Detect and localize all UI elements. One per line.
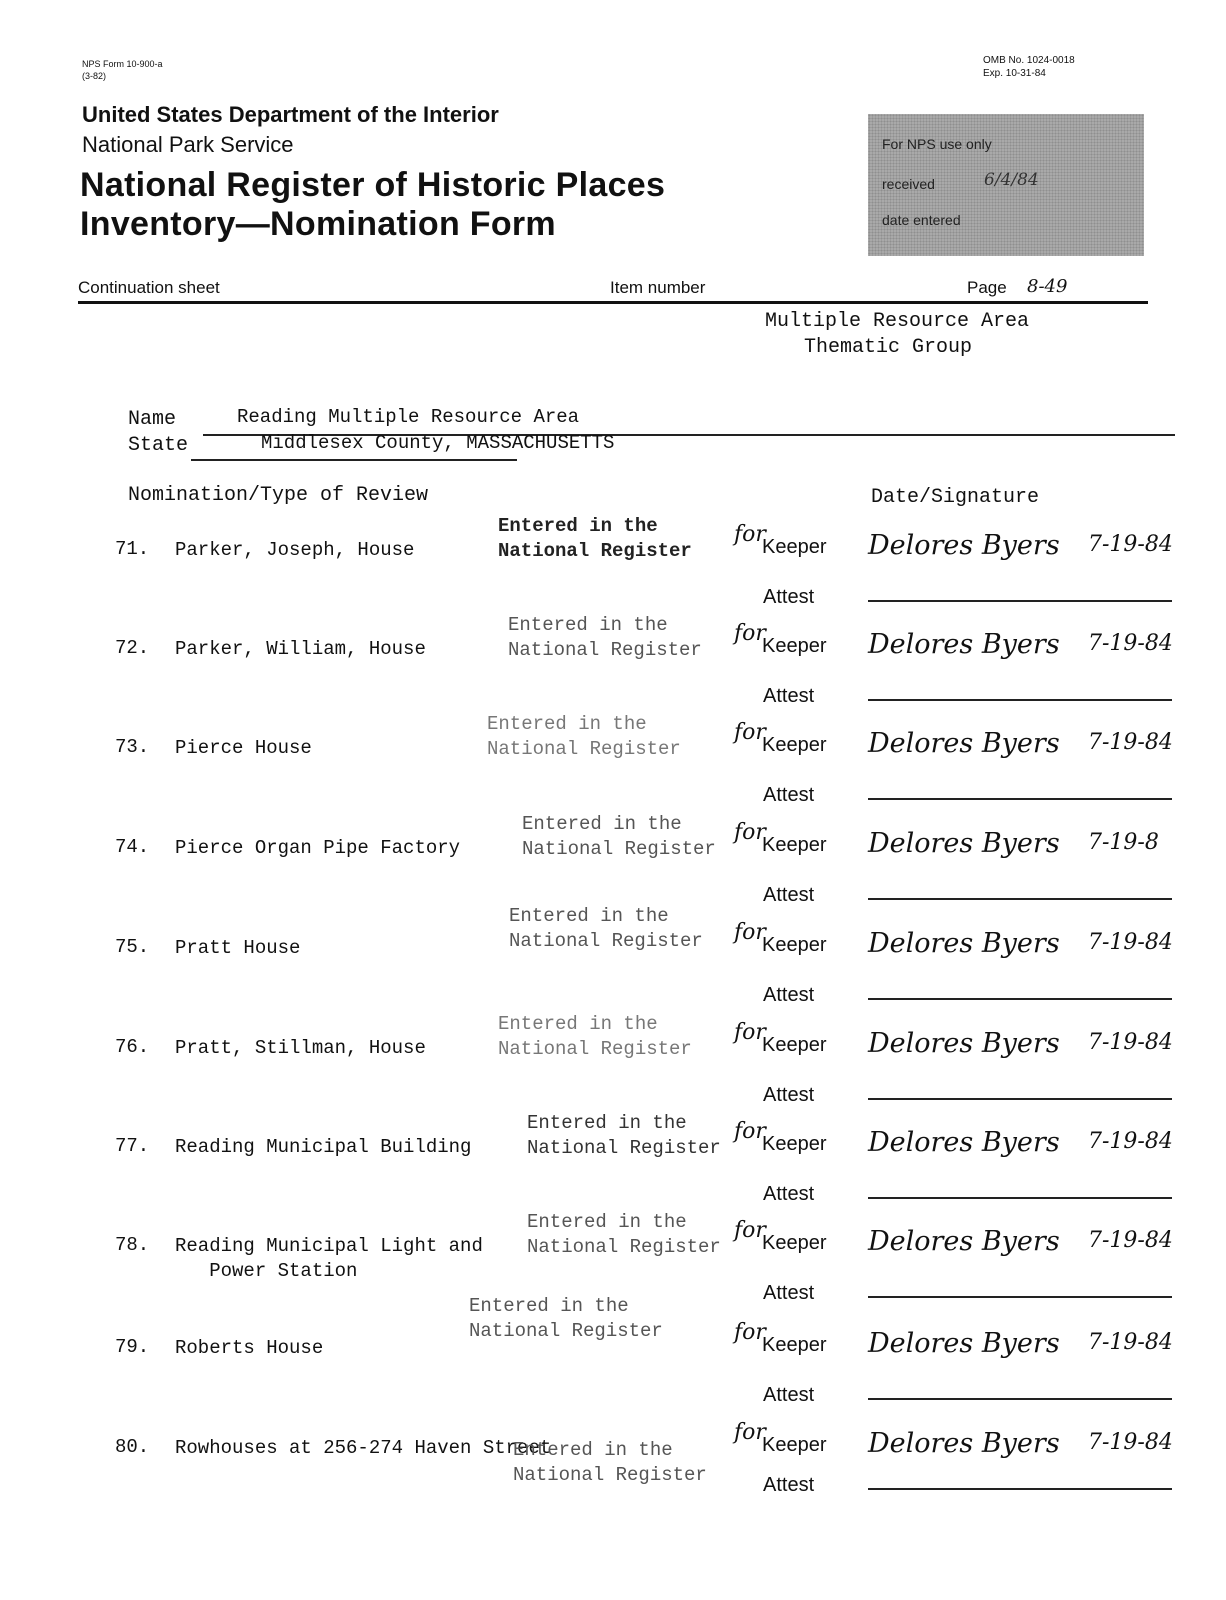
entry-number: 77. xyxy=(115,1135,150,1157)
stamp-line2: National Register xyxy=(498,540,692,562)
item-number-label: Item number xyxy=(610,278,706,297)
keeper-label: Keeper xyxy=(762,1133,827,1155)
page-value: 8-49 xyxy=(1027,276,1068,297)
page-label: Page xyxy=(967,278,1007,297)
attest-label: Attest xyxy=(763,1384,815,1406)
expiration-date: Exp. 10-31-84 xyxy=(983,68,1046,79)
group-line1: Multiple Resource Area xyxy=(765,310,1030,333)
property-name: Roberts House xyxy=(175,1337,324,1359)
register-stamp xyxy=(527,1210,721,1260)
name-label: Name xyxy=(128,408,177,431)
property-name: Parker, Joseph, House xyxy=(175,539,415,561)
keeper-label: Keeper xyxy=(762,1034,827,1056)
register-stamp xyxy=(522,812,716,862)
stamp-line1: Entered in the xyxy=(469,1295,629,1317)
property-name: Pratt House xyxy=(175,937,301,959)
signature-date: 7-19-84 xyxy=(1088,1030,1173,1055)
stamp-line1: Entered in the xyxy=(513,1439,673,1461)
keeper-signature: Delores Byers xyxy=(868,530,1060,561)
signature-date: 7-19-84 xyxy=(1088,631,1173,656)
entry-number: 78. xyxy=(115,1234,150,1256)
entry-number: 72. xyxy=(115,637,150,659)
signature-date: 7-19-84 xyxy=(1088,532,1173,557)
attest-signature-line xyxy=(868,1398,1172,1400)
group-line2: Thematic Group xyxy=(804,336,973,359)
signature-date: 7-19-84 xyxy=(1088,730,1173,755)
attest-signature-line xyxy=(868,998,1172,1000)
keeper-label: Keeper xyxy=(762,536,827,558)
register-stamp xyxy=(508,613,702,663)
nomination-column-header: Nomination/Type of Review xyxy=(128,484,429,507)
keeper-signature: Delores Byers xyxy=(868,928,1060,959)
for-mark: for xyxy=(734,720,766,745)
attest-label: Attest xyxy=(763,586,815,608)
attest-signature-line xyxy=(868,1296,1172,1298)
property-name: Reading Municipal Light and Power Station xyxy=(175,1235,483,1282)
form-title-line2: Inventory—Nomination Form xyxy=(80,205,556,243)
signature-date: 7-19-84 xyxy=(1088,1430,1173,1455)
signature-date: 7-19-84 xyxy=(1088,930,1173,955)
attest-signature-line xyxy=(868,898,1172,900)
attest-label: Attest xyxy=(763,1282,815,1304)
keeper-signature: Delores Byers xyxy=(868,1028,1060,1059)
stamp-line2: National Register xyxy=(469,1320,663,1342)
keeper-signature: Delores Byers xyxy=(868,728,1060,759)
service-name: National Park Service xyxy=(82,132,294,157)
received-value: 6/4/84 xyxy=(984,170,1039,190)
state-value: Middlesex County, MASSACHUSETTS xyxy=(261,432,615,454)
stamp-line1: Entered in the xyxy=(527,1211,687,1233)
stamp-line1: Entered in the xyxy=(498,1013,658,1035)
stamp-line2: National Register xyxy=(527,1137,721,1159)
register-stamp xyxy=(498,514,692,564)
property-name: Parker, William, House xyxy=(175,638,426,660)
keeper-signature: Delores Byers xyxy=(868,629,1060,660)
stamp-line1: Entered in the xyxy=(527,1112,687,1134)
attest-label: Attest xyxy=(763,685,815,707)
entry-number: 74. xyxy=(115,836,150,858)
for-mark: for xyxy=(734,1320,766,1345)
entry-number: 75. xyxy=(115,936,150,958)
entry-number: 71. xyxy=(115,538,150,560)
nps-box-heading: For NPS use only xyxy=(882,136,992,152)
stamp-line1: Entered in the xyxy=(508,614,668,636)
keeper-label: Keeper xyxy=(762,934,827,956)
property-name: Pratt, Stillman, House xyxy=(175,1037,426,1059)
property-name: Reading Municipal Building xyxy=(175,1136,472,1158)
form-title-line1: National Register of Historic Places xyxy=(80,166,666,204)
property-name: Rowhouses at 256-274 Haven Street xyxy=(175,1437,552,1459)
nomination-row xyxy=(0,1295,1226,1427)
keeper-signature: Delores Byers xyxy=(868,1428,1060,1459)
entry-number: 79. xyxy=(115,1336,150,1358)
stamp-line2: National Register xyxy=(508,639,702,661)
register-stamp xyxy=(509,904,703,954)
state-label: State xyxy=(128,434,189,457)
for-mark: for xyxy=(734,820,766,845)
entry-number: 73. xyxy=(115,736,150,758)
register-stamp xyxy=(469,1294,663,1344)
attest-label: Attest xyxy=(763,784,815,806)
for-mark: for xyxy=(734,920,766,945)
received-label: received xyxy=(882,176,935,192)
stamp-line2: National Register xyxy=(487,738,681,760)
attest-label: Attest xyxy=(763,1474,815,1496)
signature-date: 7-19-8 xyxy=(1088,830,1159,855)
name-value: Reading Multiple Resource Area xyxy=(237,406,580,428)
stamp-line2: National Register xyxy=(509,930,703,952)
keeper-label: Keeper xyxy=(762,1434,827,1456)
date-entered-label: date entered xyxy=(882,212,961,228)
property-name: Pierce House xyxy=(175,737,312,759)
keeper-signature: Delores Byers xyxy=(868,1127,1060,1158)
stamp-line1: Entered in the xyxy=(509,905,669,927)
signature-date: 7-19-84 xyxy=(1088,1330,1173,1355)
omb-number: OMB No. 1024-0018 xyxy=(983,55,1075,66)
register-stamp xyxy=(498,1012,692,1062)
property-name: Pierce Organ Pipe Factory xyxy=(175,837,461,859)
attest-signature-line xyxy=(868,1488,1172,1490)
entry-number: 80. xyxy=(115,1436,150,1458)
attest-label: Attest xyxy=(763,1084,815,1106)
register-stamp xyxy=(527,1111,721,1161)
signature-date: 7-19-84 xyxy=(1088,1129,1173,1154)
date-signature-column-header: Date/Signature xyxy=(871,486,1040,509)
for-mark: for xyxy=(734,522,766,547)
for-mark: for xyxy=(734,1119,766,1144)
keeper-label: Keeper xyxy=(762,635,827,657)
for-mark: for xyxy=(734,1420,766,1445)
keeper-signature: Delores Byers xyxy=(868,828,1060,859)
keeper-signature: Delores Byers xyxy=(868,1226,1060,1257)
attest-signature-line xyxy=(868,798,1172,800)
attest-signature-line xyxy=(868,1197,1172,1199)
signature-date: 7-19-84 xyxy=(1088,1228,1173,1253)
attest-signature-line xyxy=(868,699,1172,701)
form-number-text: NPS Form 10-900-a xyxy=(82,59,163,69)
for-mark: for xyxy=(734,1218,766,1243)
attest-signature-line xyxy=(868,1098,1172,1100)
entry-number: 76. xyxy=(115,1036,150,1058)
nomination-row xyxy=(0,1420,1226,1527)
keeper-label: Keeper xyxy=(762,834,827,856)
attest-label: Attest xyxy=(763,984,815,1006)
stamp-line2: National Register xyxy=(522,838,716,860)
stamp-line2: National Register xyxy=(498,1038,692,1060)
agency-name: United States Department of the Interior xyxy=(82,102,499,127)
register-stamp xyxy=(487,712,681,762)
stamp-line1: Entered in the xyxy=(522,813,682,835)
register-stamp xyxy=(513,1438,707,1488)
keeper-label: Keeper xyxy=(762,1232,827,1254)
attest-label: Attest xyxy=(763,1183,815,1205)
keeper-label: Keeper xyxy=(762,734,827,756)
attest-signature-line xyxy=(868,600,1172,602)
stamp-line1: Entered in the xyxy=(487,713,647,735)
for-mark: for xyxy=(734,1020,766,1045)
stamp-line1: Entered in the xyxy=(498,515,658,537)
keeper-label: Keeper xyxy=(762,1334,827,1356)
stamp-line2: National Register xyxy=(513,1464,707,1486)
stamp-line2: National Register xyxy=(527,1236,721,1258)
form-revision: (3-82) xyxy=(82,71,107,81)
continuation-sheet-label: Continuation sheet xyxy=(78,278,220,297)
attest-label: Attest xyxy=(763,884,815,906)
for-mark: for xyxy=(734,621,766,646)
keeper-signature: Delores Byers xyxy=(868,1328,1060,1359)
